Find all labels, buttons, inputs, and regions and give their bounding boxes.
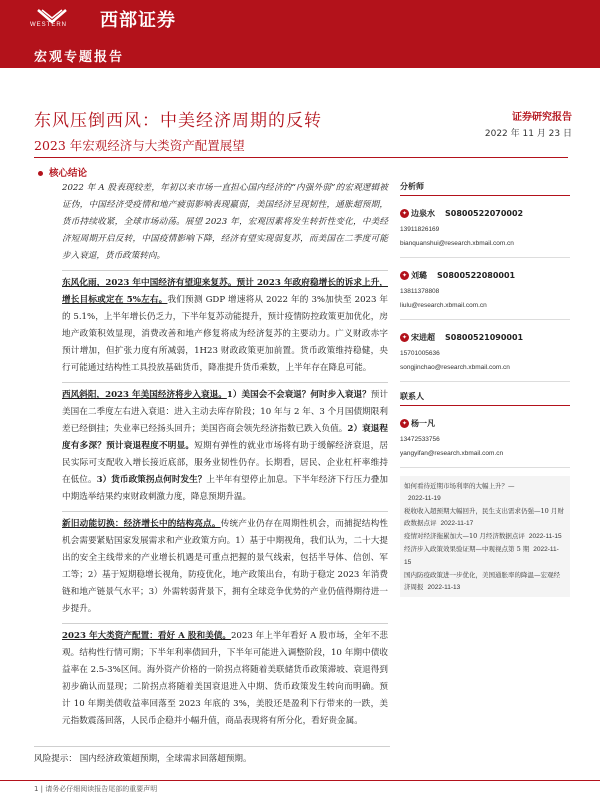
reading-item[interactable]: 疫情对经济拖累加大—10 月经济数据点评 2022-11-15	[404, 532, 562, 540]
reading-item[interactable]: 税收收入超预期大幅回升，民生支出需求仍强—10 月财政数据点评 2022-11-17	[404, 507, 564, 527]
risk-warning: 风险提示： 国内经济政策超预期，全球需求回落超预期。	[34, 754, 252, 764]
divider	[62, 623, 388, 624]
person-icon: ✦	[401, 420, 408, 427]
analyst-name: ✦ 刘璐	[401, 271, 427, 280]
analyst-email[interactable]: liulu@research.xbmail.com.cn	[400, 302, 487, 309]
analyst-id: S0800521090001	[445, 333, 524, 342]
china-paragraph: 东风化雨，2023 年中国经济有望迎来复苏。预计 2023 年政府稳增长的诉求上升，增长目标或定在 5%左右。我们预测 GDP 增速将从 2022 年的 3%加快至 2023 年的 5.1%，上半年增长仍乏力，下半年复苏动能提升，预计疫情防控政策更加优化，房地产政策积效显现，消费改善和地产修复将成为经济复苏的主要动力。广义财政赤字预计增加，但扩张力度有所减弱，1H23 财政政策更加前置。货币政策维持稳健，央行可能通过结构性工具投放基础货币，降准提升货币乘数，上半年存在降息可能。	[62, 278, 388, 373]
header-banner	[0, 0, 600, 68]
bullet-icon	[38, 171, 43, 176]
sidebar	[400, 178, 570, 597]
report-date: 2022 年 11 月 23 日	[484, 129, 572, 139]
allocation-paragraph: 2023 年大类资产配置：看好 A 股和美债。2023 年上半年看好 A 股市场，全年不悲观。结构性行情可期；下半年利率债回升，下半年可能进入调整阶段，10 年期中债收益率在 2.5-3%区间。海外资产价格的一阶拐点将随着美联储货币政策滞坡、衰退得到初步确认而显现；二阶拐点将随着美国衰退进入中期、货币政策发生转向而明确。预计 10 年期美债收益率回落至 2023 年底的 3%，美股还是盈利下行带来的一跌，美元指数震荡回落，人民币企稳并小幅升值，商品表现将有所分化，看好贵金属。	[62, 631, 388, 726]
analyst-card	[400, 196, 570, 258]
divider	[62, 511, 388, 512]
analyst-name: ✦ 边泉水	[401, 209, 435, 218]
reading-item[interactable]: 经济步入政策效果验证期—中观视点第 5 期 2022-11-15	[404, 545, 559, 566]
analyst-phone: 15701005636	[400, 350, 440, 357]
footer-disclaimer: 1 | 请务必仔细阅读报告尾部的重要声明	[34, 785, 158, 793]
report-title: 东风压倒西风：中美经济周期的反转	[34, 111, 322, 131]
structure-paragraph: 新旧动能切换：经济增长中的结构亮点。传统产业仍存在周期性机会，而捕捉结构性机会需要紧贴国家发展需求和产业政策方向。1）基于中期视角，我们认为，二十大提出的安全主线带来的产业增长机遇是可重点把握的景气线索，包括半导体、信创、军工等；2）基于短期稳增长视角，防疫优化，地产政策出台，有助于稳定 2023 年消费链和地产链景气水平；3）外需转弱背景下，拥有全球竞争优势的产业仍值得期待进一步提升。	[62, 519, 388, 614]
analyst-phone: 13911826169	[400, 226, 440, 233]
person-icon: ✦	[401, 210, 408, 217]
footer-divider	[0, 780, 600, 781]
report-subtitle: 2023 年宏观经济与大类资产配置展望	[34, 138, 245, 153]
analyst-id: S0800522070002	[445, 209, 524, 218]
divider	[62, 382, 388, 383]
us-paragraph: 西风斜阳，2023 年美国经济将步入衰退。1）美国会不会衰退？何时步入衰退？预计美国在二季度左右进入衰退：进入主动去库存阶段；10 年与 2 年、3 个月国债期限利差已经倒挂；失业率已经扬头回升；美国咨商会领先经济指数已跌入负值。2）衰退程度有多深？预计衰退程度不明显。短期有弹性的就业市场将有助于缓解经济衰退，居民实际可支配收入增长接近底部，服务业韧性仍存。长期看，居民、企业杠杆率维持在低位。3）货币政策拐点何时发生？上半年有望停止加息。下半年经济下行压力叠加中期选举结果约束财政刺激力度，降息预期升温。	[62, 390, 388, 502]
contact-phone: 13472533756	[400, 436, 440, 443]
analyst-card	[400, 320, 570, 382]
report-kind: 证券研究报告	[512, 112, 572, 123]
report-type: 宏观专题报告	[34, 50, 125, 65]
analyst-phone: 13811378808	[400, 288, 440, 295]
logo-text: WESTERN	[30, 22, 67, 28]
analyst-email[interactable]: songjinchao@research.xbmail.com.cn	[400, 364, 510, 371]
title-divider	[34, 157, 568, 158]
core-conclusion-heading: 核心结论	[38, 165, 87, 179]
reading-item[interactable]: 国内防疫政策进一步优化，美国通胀率的降温—宏观经济周报 2022-11-13	[404, 571, 560, 591]
analyst-email[interactable]: bianquanshui@research.xbmail.com.cn	[400, 240, 514, 247]
person-icon: ✦	[401, 272, 408, 279]
reading-item[interactable]: 如何看待近期市场利率的大幅上升？— 2022-11-19	[404, 482, 515, 502]
divider	[62, 270, 388, 271]
contact-card	[400, 406, 570, 468]
person-icon: ✦	[401, 334, 408, 341]
analysts-title: 分析师	[400, 178, 570, 196]
contact-name: ✦ 杨一凡	[401, 419, 435, 428]
analyst-card	[400, 258, 570, 320]
analyst-id: S0800522080001	[437, 271, 516, 280]
contact-email[interactable]: yangyifan@research.xbmail.com.cn	[400, 450, 504, 457]
western-logo-icon	[30, 6, 74, 34]
related-reading	[400, 476, 570, 597]
risk-divider	[34, 746, 390, 747]
brand-name: 西部证券	[100, 10, 176, 31]
intro-paragraph: 2022 年 A 股表现较差，年初以来市场一直担心国内经济的“内强外弱”的宏观逻辑被证伪，中国经济受疫情和地产疲弱影响表现羸弱，美国经济呈现韧性，通胀超预期，货币持续收紧，全球市场动荡。展望 2023 年，宏观因素将发生转折性变化，中美经济短周期开启反转，中国疫情影响下降，经济有望实现弱复苏，而美国在二季度可能步入衰退，货币政策转向。	[62, 183, 388, 261]
analyst-name: ✦ 宋进超	[401, 333, 435, 342]
main-body	[62, 180, 388, 730]
contact-title: 联系人	[400, 388, 570, 406]
